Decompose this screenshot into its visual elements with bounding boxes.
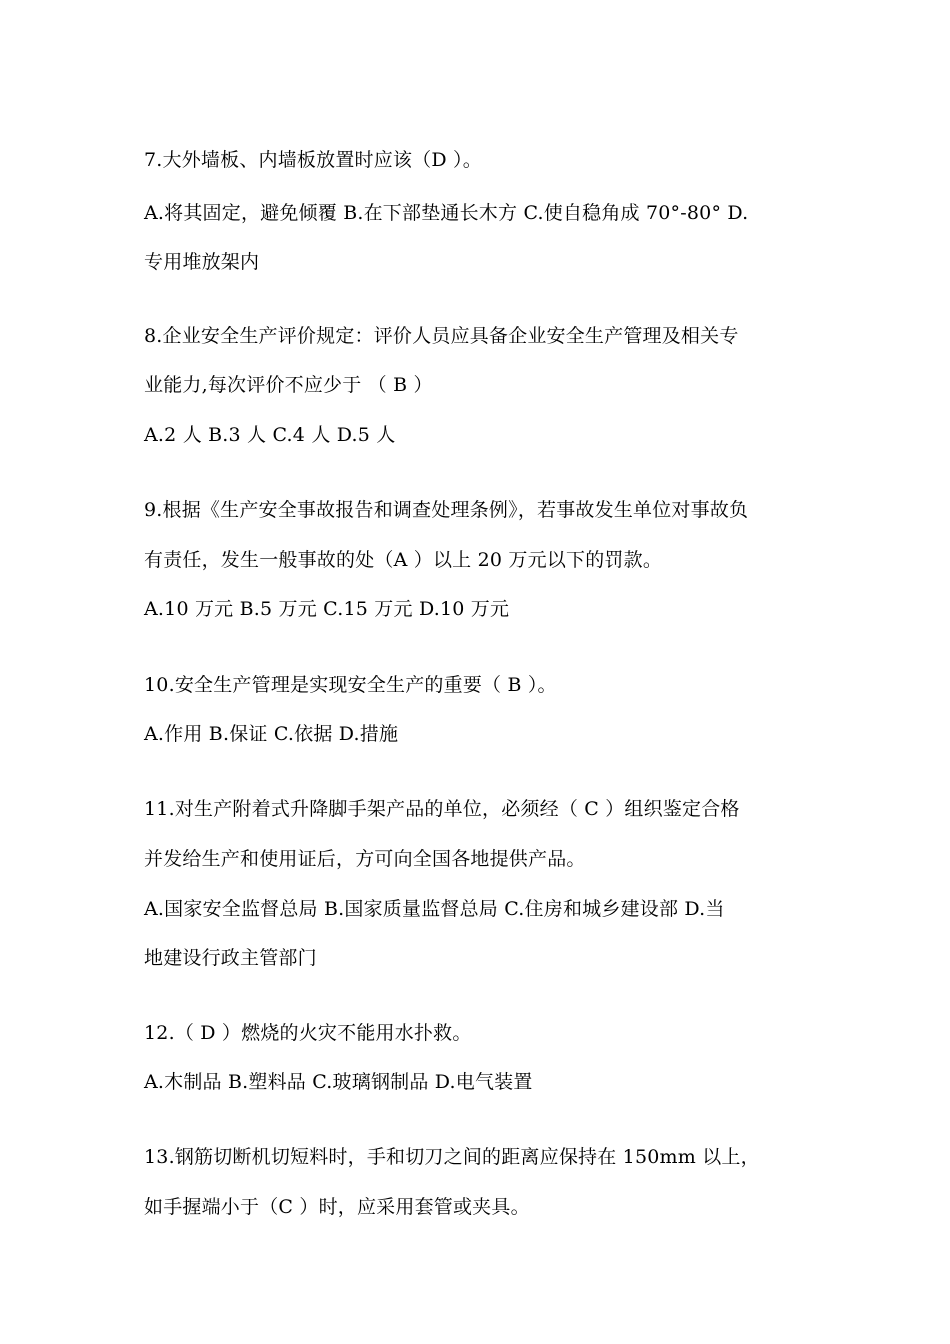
question-9-stem-line-1: 9.根据《生产安全事故报告和调查处理条例》，若事故发生单位对事故负 xyxy=(144,499,749,521)
question-10-options: A.作用 B.保证 C.依据 D.措施 xyxy=(144,723,399,745)
question-11-stem-line-1: 11.对生产附着式升降脚手架产品的单位，必须经（ C ）组织鉴定合格 xyxy=(144,798,740,820)
question-11-options-line-1: A.国家安全监督总局 B.国家质量监督总局 C.住房和城乡建设部 D.当 xyxy=(144,898,725,920)
question-11-stem-line-2: 并发给生产和使用证后，方可向全国各地提供产品。 xyxy=(144,848,586,870)
question-7-stem: 7.大外墙板、内墙板放置时应该（D ）。 xyxy=(144,149,482,171)
question-8-stem-line-2: 业能力,每次评价不应少于 （ B ） xyxy=(144,374,433,396)
question-7-options-line-2: 专用堆放架内 xyxy=(144,251,260,273)
question-9-options: A.10 万元 B.5 万元 C.15 万元 D.10 万元 xyxy=(144,598,510,620)
question-7-options-line-1: A.将其固定，避免倾覆 B.在下部垫通长木方 C.使自稳角成 70°-80° D. xyxy=(144,202,749,224)
question-9-stem-line-2: 有责任，发生一般事故的处（A ）以上 20 万元以下的罚款。 xyxy=(144,549,663,571)
question-10-stem: 10.安全生产管理是实现安全生产的重要（ B ）。 xyxy=(144,674,557,696)
question-13-stem-line-1: 13.钢筋切断机切短料时，手和切刀之间的距离应保持在 150mm 以上， xyxy=(144,1146,760,1168)
question-12-stem: 12.（ D ）燃烧的火灾不能用水扑救。 xyxy=(144,1022,472,1044)
question-8-stem-line-1: 8.企业安全生产评价规定：评价人员应具备企业安全生产管理及相关专 xyxy=(144,325,739,347)
question-11-options-line-2: 地建设行政主管部门 xyxy=(144,947,317,969)
question-13-stem-line-2: 如手握端小于（C ）时，应采用套管或夹具。 xyxy=(144,1196,530,1218)
question-8-options: A.2 人 B.3 人 C.4 人 D.5 人 xyxy=(144,424,396,446)
question-12-options: A.木制品 B.塑料品 C.玻璃钢制品 D.电气装置 xyxy=(144,1071,533,1093)
